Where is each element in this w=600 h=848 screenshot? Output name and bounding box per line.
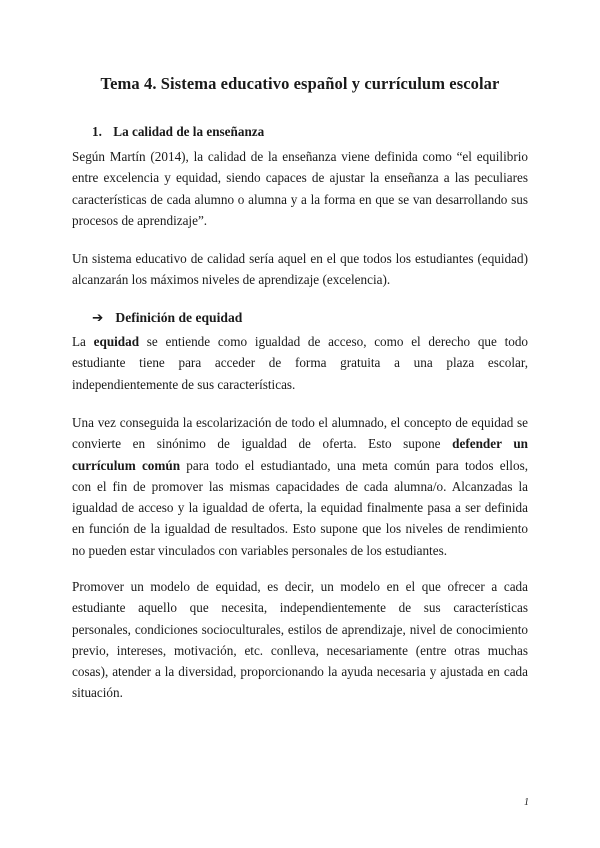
paragraph-calidad-definicion xyxy=(72,146,528,231)
paragraph-igualdad-oferta xyxy=(72,412,528,561)
bold-term: currículum común xyxy=(72,457,181,473)
text-run: para todo el estudiantado, una meta común para todos ellos, xyxy=(186,457,528,473)
paragraph-line: procesos de aprendizaje”. xyxy=(72,212,208,228)
arrow-bullet-icon: ➔ xyxy=(92,310,104,325)
paragraph-line: con el fin de promover las mismas capacidades de cada alumna/o. Alcanzadas la xyxy=(72,478,528,494)
paragraph-line: no pueden estar vinculados con variables personales de los estudiantes. xyxy=(72,542,448,558)
paragraph-line xyxy=(72,331,528,352)
paragraph-line: en función de la igualdad de resultados. Esto supone que los niveles de rendimiento xyxy=(72,521,528,537)
section-1-heading xyxy=(92,124,264,140)
document-title: Tema 4. Sistema educativo español y currículum escolar xyxy=(100,74,500,93)
paragraph-line: igualdad de acceso y la igualdad de oferta, la equidad finalmente pasa a ser definida xyxy=(72,500,528,516)
paragraph-line: alcanzarán los máximos niveles de aprendizaje (excelencia). xyxy=(72,272,391,288)
paragraph-line: personales, condiciones socioculturales, estilos de aprendizaje, nivel de conocimiento xyxy=(72,621,528,637)
subsection-heading xyxy=(92,310,242,326)
subsection-heading-text: Definición de equidad xyxy=(115,310,243,325)
section-1-number: 1. xyxy=(92,124,102,139)
paragraph-line: independientemente de sus características. xyxy=(72,376,296,392)
page-number: 1 xyxy=(524,797,529,808)
paragraph-line: entre excelencia y equidad, siendo capaces de ajustar la enseñanza a las peculiares xyxy=(72,170,528,186)
paragraph-sistema-calidad xyxy=(72,248,528,291)
paragraph-line xyxy=(72,455,528,476)
text-run: se entiende como igualdad de acceso, como el derecho que todo xyxy=(146,334,529,349)
section-1-heading-text: La calidad de la enseñanza xyxy=(113,124,265,139)
paragraph-line: características de cada alumno o alumna y a la forma en que se van desarrollando sus xyxy=(72,191,528,207)
paragraph-line: Una vez conseguida la escolarización de todo el alumnado, el concepto de equidad se xyxy=(72,415,528,430)
paragraph-line: Según Martín (2014), la calidad de la enseñanza viene definida como “el equilibrio xyxy=(72,149,528,164)
paragraph-equidad-acceso xyxy=(72,331,528,395)
paragraph-modelo-equidad xyxy=(72,576,528,704)
paragraph-line: situación. xyxy=(72,685,123,701)
text-run: La xyxy=(72,334,86,349)
paragraph-line: previo, intereses, motivación, etc. conlleva, necesariamente (entre otras muchas xyxy=(72,642,528,658)
paragraph-line xyxy=(72,433,528,454)
paragraph-line: Promover un modelo de equidad, es decir, un modelo en el que ofrecer a cada xyxy=(72,579,528,594)
bold-term: defender un xyxy=(452,436,528,452)
text-run: convierte en sinónimo de igualdad de oferta. Esto supone xyxy=(72,436,441,452)
paragraph-line: cosas), atender a la diversidad, proporcionando la ayuda necesaria y ajustada en cada xyxy=(72,664,528,680)
paragraph-line: estudiante tiene para acceder de forma gratuita a una plaza escolar, xyxy=(72,355,528,371)
paragraph-line: estudiante aquello que necesita, independientemente de sus características xyxy=(72,600,528,616)
paragraph-line: Un sistema educativo de calidad sería aquel en el que todos los estudiantes (equidad) xyxy=(72,251,528,266)
bold-term: equidad xyxy=(93,334,140,349)
